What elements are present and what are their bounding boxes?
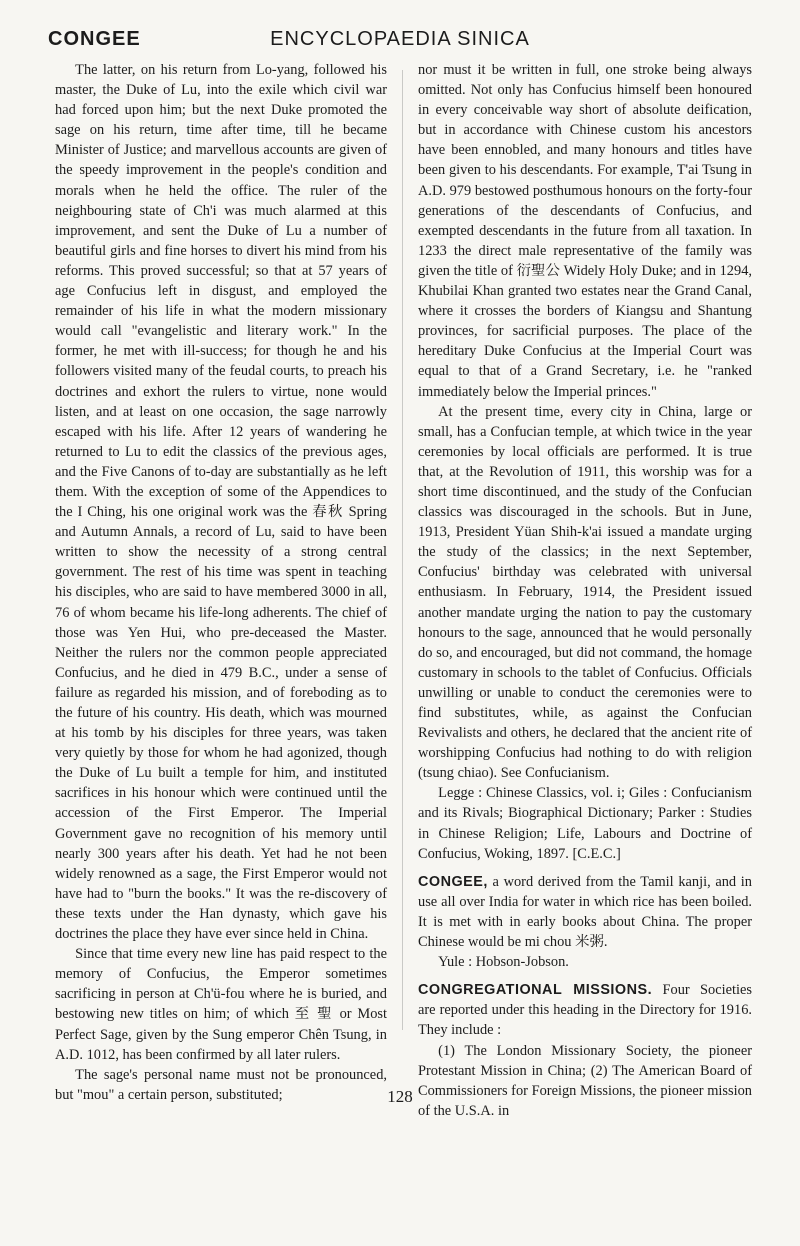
left-column <box>55 60 387 1105</box>
bibliography: Yule : Hobson-Jobson. <box>438 954 569 971</box>
entry-text: a word derived from the Tamil kanji, and in use all over India for water in which rice has been boiled. It is met with in early books about China. The proper Chinese would be mi chou 米粥. <box>418 873 752 951</box>
bibliography: Legge : Chinese Classics, vol. i; Giles : Confucianism and its Rivals; Biographical Dictionary; Parker : Studies in Chinese Religion; Life, Labours and Doctrine of Confucius, Woking, 1897. [C.E.C.] <box>418 785 752 862</box>
entry-congregational-missions <box>418 980 752 1040</box>
paragraph: The sage's personal name must not be pronounced, but "mou" a certain person, substituted; <box>55 1066 387 1103</box>
right-column <box>418 60 752 1121</box>
book-title: ENCYCLOPAEDIA SINICA <box>270 28 530 50</box>
paragraph: Since that time every new line has paid respect to the memory of Confucius, the Emperor sometimes sacrificing in person at Ch'ü-fou where he is buried, and bestowing new titles on him; of which 至 聖 or Most Perfect Sage, given by the Sung emperor Chên Tsung, in A.D. 1012, has been confirmed by all later rulers. <box>55 946 387 1063</box>
headword-guide: CONGEE <box>48 28 141 50</box>
entry-text: Four Societies are reported under this heading in the Directory for 1916. They include : <box>418 982 753 1039</box>
paragraph: At the present time, every city in China, large or small, has a Confucian temple, at which twice in the year ceremonies by local officials are performed. It is true that, at the Revolution of 1911, this worship was for a short time discontinued, and the study of the Confucian classics was discouraged in the schools. But in June, 1913, President Yüan Shih-k'ai issued a mandate urging the study of the classics; in the next September, Confucius' birthday was celebrated with universal enthusiasm. In February, 1914, the President issued another mandate urging the nation to pay the customary honours to the sage, announced that he would personally do so, and encouraged, but did not command, the homage customary in schools to the tablet of Confucius. Officials unwilling or unable to conduct the ceremonies were to find substitutes, while, as against the Confucian Revivalists and others, he declared that the ancient rite of worshipping Confucius had nothing to do with religion (tsung chiao). See Confucianism. <box>418 403 752 782</box>
entry-headword: CONGREGATIONAL MISSIONS. <box>418 982 653 999</box>
paragraph: nor must it be written in full, one stroke being always omitted. Not only has Confucius himself been honoured in every conceivable way short of absolute deification, but in accordance with Chinese custom his ancestors have been ennobled, and many honours and titles have been given to his descendants. For example, T'ai Tsung in A.D. 979 bestowed posthumous honours on the forty-four generations of the descendants of Confucius, and exempted descendants in the future from all taxation. In 1233 the direct male representative of the family was given the title of 衍聖公 Widely Holy Duke; and in 1294, Khubilai Khan granted two estates near the Grand Canal, where it crosses the borders of Kiangsu and Shantung provinces, for sacrificial purposes. The place of the hereditary Duke Confucius at the Imperial Court was equal to that of a Grand Secretary, i.e. he "ranked immediately below the Imperial princes." <box>418 62 752 400</box>
page-number: 128 <box>387 1087 413 1106</box>
paragraph: The latter, on his return from Lo-yang, followed his master, the Duke of Lu, into the exile which civil war had forced upon him; but the next Duke promoted the sage on his return, time after time, till he became Minister of Justice; and marvellous accounts are given of the speedy improvement in the people's condition and morals when he held the office. The ruler of the neighbouring state of Ch'i was much alarmed at this improvement, and sent the Duke of Lu a number of beautiful girls and fine horses to divert his mind from his reforms. This proved successful; so that at 57 years of age Confucius left in disgust, and employed the remainder of his life in what the modern missionary would call "evangelistic and literary work." In the former, he met with ill-success; for though he and his followers visited many of the feudal courts, to preach his doctrines and exhort the rulers to virtue, none would listen, and at least on one occasion, the sage narrowly escaped with his life. After 12 years of wandering he returned to Lu to edit the classics of the previous ages, and the Five Canons of to-day are substantially as he left them. With the exception of some of the Appendices to the I Ching, his one original work was the 春秋 Spring and Autumn Annals, a record of Lu, said to have been written to show the necessity of a strong central government. The rest of his time was spent in teaching his disciples, who are said to have membered 3000 in all, 76 of whom became his life-long adherents. The chief of those was Yen Hui, who pre-deceased the Master. Neither the rulers nor the common people appreciated Confucius, and he died in 479 B.C., under a sense of failure as regarded his mission, and of foreboding as to the future of his country. His death, which was mourned at his tomb by his disciples for three years, was taken very quietly by those for whom he had agonized, though the Duke of Lu built a temple for him, and instituted sacrifices in his honour which were continued until the accession of the First Emperor. The Imperial Government gave no recognition of his memory until nearly 300 years after his death. Yet had he not been widely renowned as a sage, the First Emperor would not have had to "burn the books." It was the re-discovery of these texts under the Han dynasty, which gave his doctrines the place they have ever since held in China. <box>55 62 387 943</box>
entry-headword: CONGEE, <box>418 873 488 890</box>
column-divider <box>402 70 403 1030</box>
running-head <box>0 8 800 48</box>
entry-congee <box>418 872 752 952</box>
list-item: (1) The London Missionary Society, the pioneer Protestant Mission in China; (2) The American Board of Commissioners for Foreign Missions, the pioneer mission of the U.S.A. in <box>418 1042 752 1119</box>
